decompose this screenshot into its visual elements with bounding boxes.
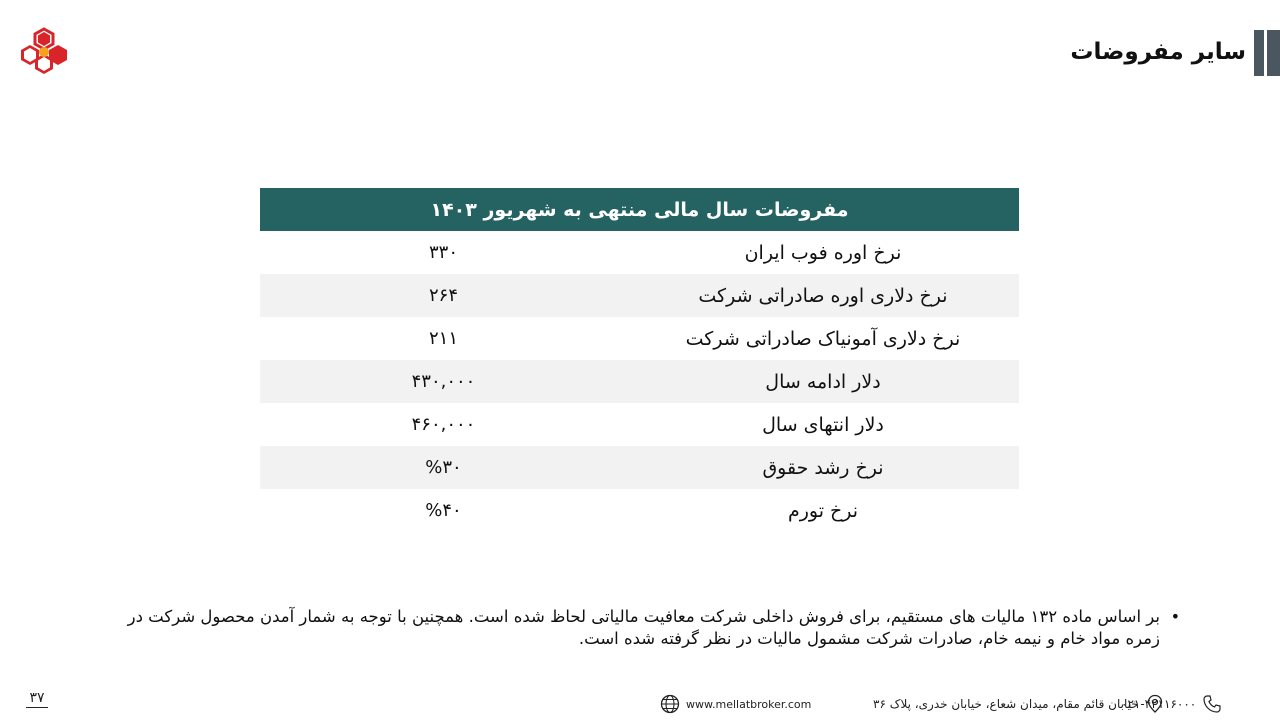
table-row <box>260 489 1019 532</box>
row-value: ۴۶۰,۰۰۰ <box>411 414 476 435</box>
row-label: نرخ دلاری اوره صادراتی شرکت <box>698 284 948 307</box>
website-link[interactable]: www.mellatbroker.com <box>686 697 812 711</box>
row-value: ۲۱۱ <box>428 328 458 349</box>
table-row <box>260 231 1019 274</box>
table-heading: مفروضات سال مالی منتهی به شهریور ۱۴۰۳ <box>260 188 1019 231</box>
row-value: ۴۳۰,۰۰۰ <box>411 371 476 392</box>
footer <box>0 690 1280 718</box>
row-value: ۲۶۴ <box>428 285 458 306</box>
row-value: %۳۰ <box>425 457 462 478</box>
globe-icon <box>660 694 680 714</box>
table-row <box>260 446 1019 489</box>
assumptions-table <box>260 188 1019 532</box>
title-accent-bar <box>1254 30 1280 76</box>
row-label: نرخ تورم <box>787 499 859 522</box>
address-text: خیابان قائم مقام، میدان شعاع، خیابان خدری، پلاک ۳۶ <box>873 697 1139 711</box>
row-value: ۳۳۰ <box>428 242 458 263</box>
row-value: %۴۰ <box>425 500 462 521</box>
table-row <box>260 317 1019 360</box>
row-label: نرخ رشد حقوق <box>762 456 884 479</box>
table-row <box>260 274 1019 317</box>
table-row <box>260 403 1019 446</box>
page-number: ۳۷ <box>26 690 48 708</box>
row-label: دلار انتهای سال <box>762 413 884 436</box>
page-title: سایر مفروضات <box>1070 39 1246 65</box>
company-logo <box>20 26 68 76</box>
website-item <box>660 694 811 714</box>
row-label: دلار ادامه سال <box>765 370 881 393</box>
bullet-icon: • <box>1170 607 1180 626</box>
footnote <box>120 606 1180 650</box>
table-row <box>260 360 1019 403</box>
footnote-text: بر اساس ماده ۱۳۲ مالیات های مستقیم، برای فروش داخلی شرکت معافیت مالیاتی لحاظ شده است. همچنین با توجه به شمار آمدن محصول شرکت در زمره مواد خام و نیمه خام، صادرات شرکت مشمول مالیات در نظر گرفته شده است. <box>127 607 1160 648</box>
phone-number[interactable]: ۰۲۱-۴۲۱۱۶۰۰۰ <box>1121 697 1197 711</box>
row-label: نرخ دلاری آمونیاک صادراتی شرکت <box>685 327 961 350</box>
row-label: نرخ اوره فوب ایران <box>744 241 902 264</box>
phone-item <box>1121 694 1222 714</box>
phone-icon <box>1202 694 1222 714</box>
